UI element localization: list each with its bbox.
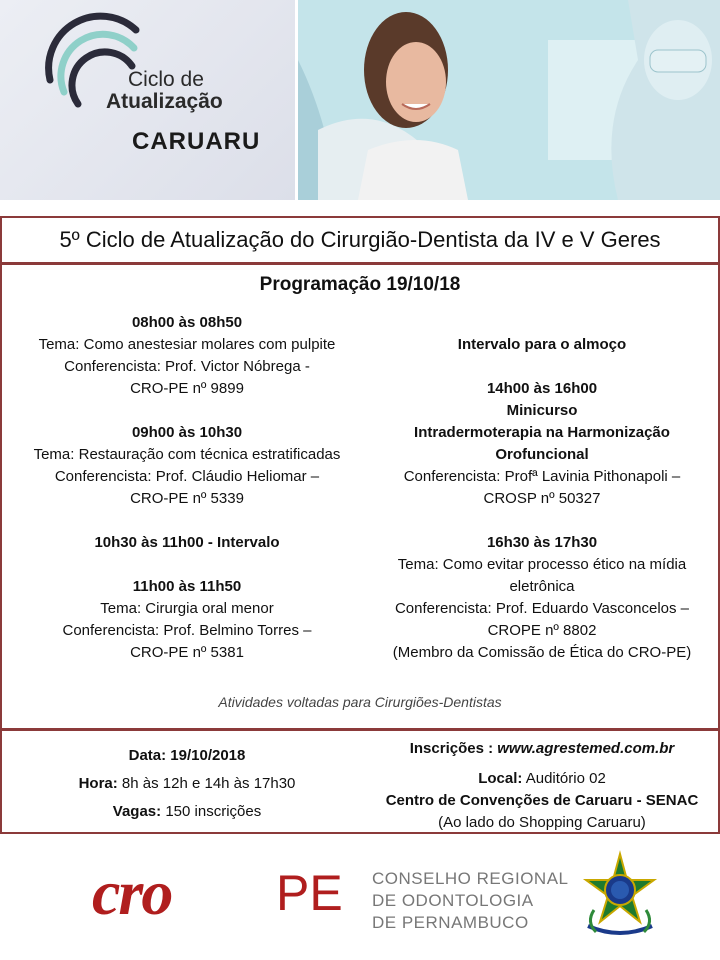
session-theme: Intradermoterapia na Harmonização	[414, 424, 670, 441]
venue-note: (Ao lado do Shopping Caruaru)	[438, 814, 646, 831]
session-time: 14h00 às 16h00	[486, 380, 598, 397]
dental-photo	[298, 0, 720, 200]
session-speaker: Conferencista: Prof. Belmino Torres –	[62, 622, 312, 639]
brazil-coat-of-arms-icon	[580, 850, 660, 940]
logo-line1: Ciclo de	[128, 68, 204, 91]
program-frame	[0, 216, 720, 834]
session-cro: CRO-PE nº 9899	[130, 380, 244, 397]
venue: Centro de Convenções de Caruaru - SENAC	[385, 792, 699, 809]
session-time: 08h00 às 08h50	[131, 314, 243, 331]
event-title: 5º Ciclo de Atualização do Cirurgião-Dentista da IV e V Geres	[59, 227, 661, 252]
schedule-right	[366, 334, 718, 664]
session-cro: CRO-PE nº 5339	[130, 490, 244, 507]
schedule-left	[2, 312, 372, 664]
cro-pe-logo: PE	[276, 865, 343, 921]
section-divider	[2, 728, 718, 731]
audience-note: Atividades voltadas para Cirurgiões-Dentistas	[218, 694, 502, 710]
council-name	[372, 868, 569, 934]
session-time: 09h00 às 10h30	[131, 424, 243, 441]
hours-value: 8h às 12h e 14h às 17h30	[121, 775, 296, 792]
date-value: 19/10/2018	[170, 747, 246, 764]
session-time: 11h00 às 11h50	[132, 578, 242, 595]
council-line: DE ODONTOLOGIA	[372, 891, 534, 910]
session-cro: CROPE nº 8802	[487, 622, 597, 639]
council-line: DE PERNAMBUCO	[372, 913, 529, 932]
session-note: (Membro da Comissão de Ética do CRO-PE)	[392, 644, 692, 661]
session-speaker: Conferencista: Profª Lavinia Pithonapoli –	[403, 468, 681, 485]
footer	[0, 842, 720, 960]
dentist-scene-illustration	[298, 0, 720, 200]
logo-line2: Atualização	[106, 90, 223, 113]
program-title: Programação 19/10/18	[259, 274, 461, 295]
place-value: Auditório 02	[525, 770, 606, 787]
session-theme: Tema: Como evitar processo ético na mídia	[397, 556, 687, 573]
seats-value: 150 inscrições	[165, 803, 262, 820]
break-time: 10h30 às 11h00 - Intervalo	[94, 534, 280, 551]
title-bar	[2, 218, 718, 265]
session-theme-cont: Orofuncional	[495, 446, 589, 463]
event-info-left	[2, 742, 372, 826]
lunch-break: Intervalo para o almoço	[457, 336, 627, 353]
session-cro: CROSP nº 50327	[483, 490, 601, 507]
header	[0, 0, 720, 210]
signup-label: Inscrições :	[409, 740, 494, 757]
council-line: CONSELHO REGIONAL	[372, 869, 569, 888]
session-theme: Tema: Como anestesiar molares com pulpite	[38, 336, 336, 353]
session-speaker: Conferencista: Prof. Cláudio Heliomar –	[54, 468, 320, 485]
signup-link[interactable]: www.agrestemed.com.br	[497, 740, 675, 757]
hours-label: Hora:	[78, 775, 118, 792]
place-label: Local:	[478, 770, 523, 787]
date-label: Data:	[128, 747, 167, 764]
session-theme: Tema: Cirurgia oral menor	[100, 600, 274, 617]
cro-logo: cro	[92, 857, 172, 928]
session-type: Minicurso	[506, 402, 578, 419]
event-info-right	[366, 738, 718, 834]
seats-label: Vagas:	[112, 803, 162, 820]
logo-city: CARUARU	[132, 128, 261, 155]
event-logo	[0, 0, 295, 200]
session-cro: CRO-PE nº 5381	[130, 644, 244, 661]
session-time: 16h30 às 17h30	[486, 534, 598, 551]
session-speaker: Conferencista: Prof. Victor Nóbrega -	[64, 358, 310, 375]
session-speaker: Conferencista: Prof. Eduardo Vasconcelos –	[394, 600, 690, 617]
session-theme-cont: eletrônica	[509, 578, 575, 595]
session-theme: Tema: Restauração com técnica estratificadas	[33, 446, 341, 463]
